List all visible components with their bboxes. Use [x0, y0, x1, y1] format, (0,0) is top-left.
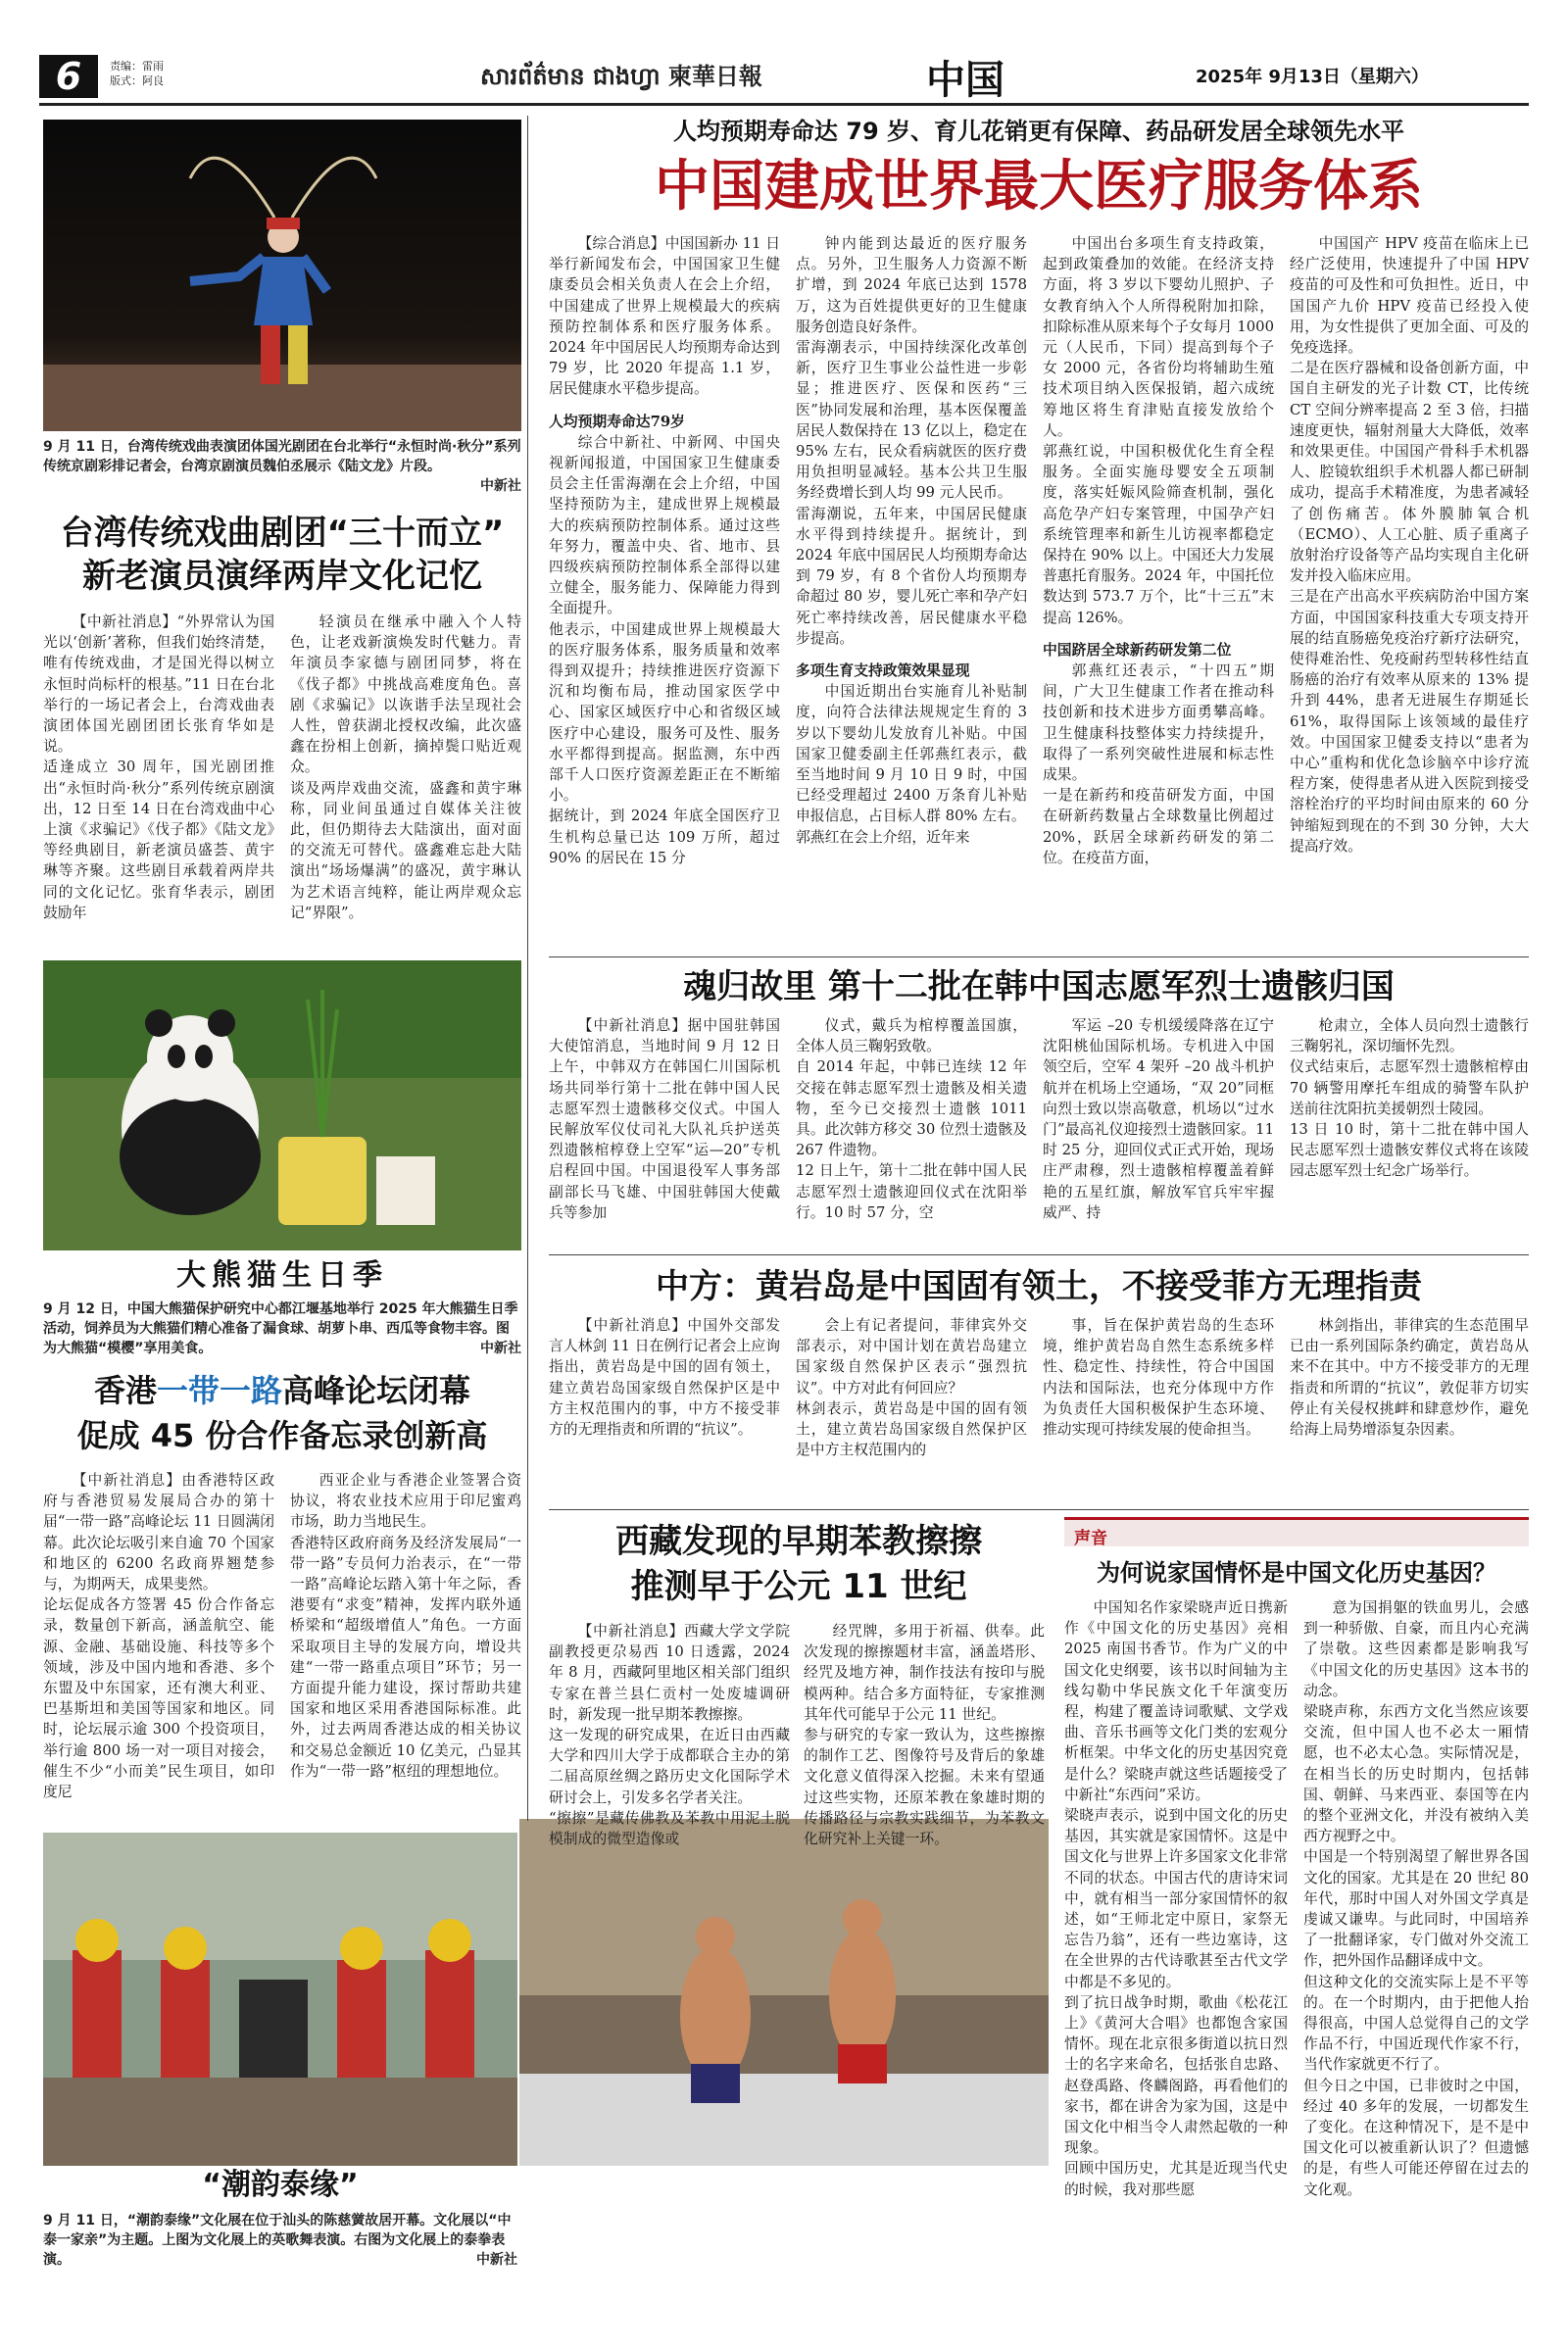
- chaoyun-caption: [43, 2211, 517, 2270]
- huangyan-body-text4: 林剑指出，菲律宾的生态范围早已由一系列国际条约确定，黄岩岛从来不在其中。中方不接受菲方的无理指责和所谓的“抗议”，敦促菲方切实停止有关侵权挑衅和肆意炒作，避免给海上局势增添复杂因素。: [1290, 1317, 1529, 1439]
- panda-title: 大熊猫生日季: [176, 1258, 388, 1293]
- medical-body-col3: [1043, 233, 1274, 951]
- beltroad-headline-line1: [43, 1368, 521, 1413]
- medical-body-col1: [549, 233, 780, 951]
- opinion-label-bar: [1064, 1517, 1529, 1546]
- opera-headline: [43, 512, 521, 598]
- opera-body-col1: [43, 612, 274, 931]
- opera-headline-line1: 台湾传统戏曲剧团“三十而立”: [60, 514, 505, 553]
- opera-credit: 中新社: [480, 478, 521, 494]
- medical-body-text1: 【综合消息】中国国新办 11 日举行新闻发布会，中国国家卫生健康委员会相关负责人在会上介绍，中国建成了世界上规模最大的疾病预防控制体系和医疗服务体系。2024 年中国居民人均预期寿命达到 79 岁，比 2020 年提高 1.1 岁，居民健康水平稳步提高。: [549, 235, 780, 398]
- tibet-headline: [549, 1519, 1049, 1609]
- medical-body-text4: 中国国产 HPV 疫苗在临床上已经广泛使用，快速提升了中国 HPV 疫苗的可及性和可负担性。近日，中国国产九价 HPV 疫苗已经投入使用，为女性提供了更加全面、可及的免疫选择。 二是在医疗器械和设备创新方面，中国自主研发的光子计数 CT，比传统 CT 空间分辨率提高 2 至 3 倍，扫描速度更快，辐射剂量大大降低，效率和效果更佳。中国国产骨科手术机器人、腔镜软组织手术机器人都已研制成功，提高手术精准度，为患者减轻了创伤痛苦。体外膜肺氧合机（ECMO）、人工心脏、质子重离子放射治疗设备等产品均实现自主化研发并投入临床应用。 三是在产出高水平疾病防治中国方案方面，中国国家科技重大专项支持开展的结直肠癌免疫治疗新疗法研究，使得难治性、免疫耐药型转移性结直肠癌的治疗有效率从原来的 13% 提升到 44%，患者无进展生存期延长 61%，取得国际上该领域的最佳疗效。中国国家卫健委支持以“患者为中心”重构和优化急诊脑卒中诊疗流程方案，使得患者从进入医院到接受溶栓治疗的平均时间由原来的 60 分钟缩短到现在的不到 30 分钟，大大提高疗效。: [1290, 235, 1529, 855]
- beltroad-title-pre: 香港: [93, 1372, 157, 1409]
- column-divider: [527, 116, 528, 1821]
- medical-kicker: 人均预期寿命达 79 岁、育儿花销更有保障、药品研发居全球领先水平: [672, 118, 1405, 145]
- huangyan-body-text2: 会上有记者提问，菲律宾外交部表示，对中国计划在黄岩岛建立国家级自然保护区表示“强烈抗议”。中方对此有何回应？ 林剑表示，黄岩岛是中国的固有领土，建立黄岩岛国家级自然保护区是中方主权范围内的: [796, 1317, 1027, 1459]
- opinion-body-col2: [1303, 1597, 1529, 2342]
- opinion-headline: 为何说家国情怀是中国文化历史基因？: [1097, 1559, 1496, 1587]
- panda-caption: [43, 1299, 521, 1358]
- martyrs-body-col2: [796, 1015, 1027, 1247]
- beltroad-headline-line2: 促成 45 份合作备忘录创新高: [76, 1417, 488, 1454]
- opera-headline-line2: 新老演员演绎两岸文化记忆: [82, 557, 482, 596]
- medical-body-col2: [796, 233, 1027, 951]
- editor-credits: [110, 59, 164, 88]
- chaoyun-caption-text: 9 月 11 日，“潮韵泰缘”文化展在位于汕头的陈慈黉故居开幕。文化展以“中泰一家亲”为主题。上图为文化展上的英歌舞表演。右图为文化展上的泰拳表演。: [43, 2213, 512, 2268]
- divider-medical: [549, 956, 1529, 957]
- opera-body-col2: [290, 612, 521, 931]
- beltroad-body-text2: 西亚企业与香港企业签署合资协议，将农业技术应用于印尼蜜鸡市场，助力当地民生。 香港特区政府商务及经济发展局“一带一路”专员何力治表示，在“一带一路”高峰论坛踏入第十年之际，香港要有“求变”精神，发挥内联外通桥梁和“超级增值人”角色。一方面采取项目主导的发展方向，增设共建“一带一路重点项目”环节；另一方面提升能力建设，探讨帮助共建国家和地区采用香港国际标准。此外，过去两周香港达成的相关协议和交易总金额近 10 亿美元，凸显其作为“一带一路”枢纽的理想地位。: [290, 1472, 521, 1780]
- martyrs-body-text1: 【中新社消息】据中国驻韩国大使馆消息，当地时间 9 月 12 日上午，中韩双方在韩国仁川国际机场共同举行第十二批在韩中国人民志愿军烈士遗骸移交仪式。中国人民解放军仪仗司礼大队礼兵护送英烈遗骸棺椁登上空军“运—20”专机启程回中国。中国退役军人事务部副部长马飞雄、中国驻韩国大使戴兵等参加: [549, 1017, 780, 1221]
- opinion-label: 声音: [1074, 1529, 1107, 1548]
- opera-photo: [43, 120, 521, 431]
- martyrs-body-col4: [1290, 1015, 1529, 1247]
- section-title: 中国: [926, 58, 1004, 103]
- tibet-body-col1: [549, 1621, 790, 1848]
- chaoyun-credit: 中新社: [476, 2252, 517, 2268]
- opera-caption-text: 9 月 11 日，台湾传统戏曲表演团体国光剧团在台北举行“永恒时尚·秋分”系列传统京剧彩排记者会，台湾京剧演员魏伯丞展示《陆文龙》片段。: [43, 439, 521, 474]
- huangyan-headline: 中方：黄岩岛是中国固有领土，不接受菲方无理指责: [656, 1267, 1422, 1306]
- medical-headline: 中国建成世界最大医疗服务体系: [655, 155, 1423, 219]
- martyrs-body-text3: 军运 –20 专机缓缓降落在辽宁沈阳桃仙国际机场。专机进入中国领空后，空军 4 架歼 –20 战斗机护航并在机场上空通场，“双 20”同框向烈士致以崇高敬意，机场以“过水门”最高礼仪迎接烈士遗骸回家。11 时 25 分，迎回仪式正式开始，现场庄严肃穆，烈士遗骸棺椁覆盖着鲜艳的五星红旗，解放军官兵牢牢握威严、持: [1043, 1017, 1274, 1221]
- beltroad-body-text1: 【中新社消息】由香港特区政府与香港贸易发展局合办的第十届“一带一路”高峰论坛 11 日圆满闭幕。此次论坛吸引来自逾 70 个国家和地区的 6200 名政商界翘楚参与，为期两天，成果斐然。 论坛促成各方签署 45 份合作备忘录，数量创下新高，涵盖航空、能源、金融、基础设施、科技等多个领域，涉及中国内地和香港、多个东盟及中东国家，还有澳大利亚、巴基斯坦和美国等国家和地区。同时，论坛展示逾 300 个投资项目，举行逾 800 场一对一项目对接会，催生不少“小而美”民生项目，如印度尼: [43, 1472, 274, 1801]
- martyrs-body-text4: 枪肃立，全体人员向烈士遗骸行三鞠躬礼，深切缅怀先烈。 仪式结束后，志愿军烈士遗骸棺椁由 70 辆警用摩托车组成的骑警车队护送前往沈阳抗美援朝烈士陵园。 13 日 10 时，第十二批在韩中国人民志愿军烈士遗骸安葬仪式将在该陵园志愿军烈士纪念广场举行。: [1290, 1017, 1529, 1180]
- medical-subhead-drugs: 中国跻居全球新药研发第二位: [1043, 641, 1232, 659]
- tibet-body-col2: [804, 1621, 1045, 1848]
- divider-martyrs: [549, 1254, 1529, 1255]
- huangyan-body-col2: [796, 1315, 1027, 1503]
- beltroad-title-post: 高峰论坛闭幕: [282, 1372, 471, 1409]
- page-number: 6: [39, 55, 98, 98]
- medical-body-text3: 中国出台多项生育支持政策，起到政策叠加的效能。在经济支持方面，将 3 岁以下婴幼儿照护、子女教育纳入个人所得税附加扣除，扣除标准从原来每个子女每月 1000 元（人民币，下同）提高到每个子女 2000 元，各省份均将辅助生殖技术项目纳入医保报销，超六成统筹地区将生育津贴直接发放给个人。 郭燕红说，中国积极优化生育全程服务。全面实施母婴安全五项制度，落实妊娠风险筛查机制，强化高危孕产妇专案管理，中国孕产妇系统管理率和新生儿访视率都稳定保持在 90% 以上。中国还大力发展普惠托育服务。2024 年，中国托位数达到 573.7 万个，比“十三五”末提高 126%。: [1043, 235, 1274, 626]
- panda-credit: 中新社: [480, 1341, 521, 1356]
- divider-huangyan: [549, 1509, 1529, 1510]
- panda-photo: [43, 960, 521, 1250]
- muay-thai-photo: [519, 1819, 1049, 2166]
- chaoyun-title: “潮韵泰缘”: [202, 2168, 359, 2202]
- issue-date: 2025年 9月13日（星期六）: [1196, 67, 1429, 87]
- huangyan-body-text1: 【中新社消息】中国外交部发言人林剑 11 日在例行记者会上应询指出，黄岩岛是中国的固有领土，建立黄岩岛国家级自然保护区是中方主权范围内的事，中方不接受菲方的无理指责和所谓的“抗议”。: [549, 1317, 780, 1439]
- martyrs-body-col3: [1043, 1015, 1274, 1247]
- medical-body-text3b: 郭燕红还表示，“十四五”期间，广大卫生健康工作者在推动科技创新和技术进步方面勇攀高峰。卫生健康科技整体实力持续提升，取得了一系列突破性进展和标志性成果。 一是在新药和疫苗研发方面，中国在研新药数量占全球数量比例超过 20%，跃居全球新药研发的第二位。在疫苗方面，: [1043, 662, 1274, 866]
- medical-body-text2: 钟内能到达最近的医疗服务点。另外，卫生服务人力资源不断扩增，到 2024 年底已达到 1578 万，这为百姓提供更好的卫生健康服务创造良好条件。 雷海潮表示，中国持续深化改革创新，医疗卫生事业公益性进一步彰显；推进医疗、医保和医药“三医”协同发展和治理，基本医保覆盖居民人数保持在 13 亿以上，稳定在 95% 左右，民众看病就医的医疗费用负担明显减轻。基本公共卫生服务经费增长到人均 99 元人民币。 雷海潮说，五年来，中国居民健康水平得到持续提升。据统计，到 2024 年底中国居民人均预期寿命达到 79 岁，有 8 个省份人均预期寿命超过 80 岁，婴儿死亡率和孕产妇死亡率持续改善，居民健康水平稳步提高。: [796, 235, 1027, 647]
- medical-body-col4: [1290, 233, 1529, 951]
- medical-body-text2b: 中国近期出台实施育儿补贴制度，向符合法律法规规定生育的 3 岁以下婴幼儿发放育儿补贴。中国国家卫健委副主任郭燕红表示，截至当地时间 9 月 10 日 9 时，中国已经受理超过 2400 万条育儿补贴申报信息，占目标人群 80% 左右。 郭燕红在会上介绍，近年来: [796, 683, 1027, 846]
- opinion-body-text1: 中国知名作家梁晓声近日携新作《中国文化的历史基因》亮相 2025 南国书香节。作为广义的中国文化史纲要，该书以时间轴为主线勾勒中华民族文化千年演变历程，构建了覆盖诗词歌赋、文学戏曲、音乐书画等文化门类的宏观分析框架。中华文化的历史基因究竟是什么？梁晓声就这些话题接受了中新社“东西问”采访。 梁晓声表示，说到中国文化的历史基因，其实就是家国情怀。这是中国文化与世界上许多国家文化非常不同的状态。中国古代的唐诗宋词中，就有相当一部分家国情怀的叙述，如“王师北定中原日，家祭无忘告乃翁”，还有一些边塞诗，这在全世界的古代诗歌甚至古代文学中都是不多见的。 到了抗日战争时期，歌曲《松花江上》《黄河大合唱》也都饱含家国情怀。现在北京很多街道以抗日烈士的名字来命名，包括张自忠路、赵登禹路、佟麟阁路，再看他们的家书，都在讲舍为家为国，这是中国文化中相当令人肃然起敬的一种现象。 回顾中国历史，尤其是近现当代史的时候，我对那些愿: [1064, 1599, 1288, 2198]
- beltroad-headline: [43, 1368, 521, 1458]
- opinion-body-text2: 意为国捐躯的铁血男儿，会感到一种骄傲、自豪，而且内心充满了崇敬。这些因素都是影响我写《中国文化的历史基因》这本书的动念。 梁晓声称，东西方文化当然应该要交流，但中国人也不必太一厢情愿，也不必太心急。实际情况是，在相当长的历史时期内，包括韩国、朝鲜、马来西亚、泰国等在内的整个亚洲文化，并没有被纳入美西方视野之中。 中国是一个特别渴望了解世界各国文化的国家。尤其是在 20 世纪 80 年代，那时中国人对外国文学真是虔诚又谦卑。与此同时，中国培养了一批翻译家，专门做对外交流工作，把外国作品翻译成中文。 但这种文化的交流实际上是不平等的。在一个时期内，由于把他人抬得很高，中国人总觉得自己的文学作品不行，中国近现代作家不行，当代作家就更不行了。 但今日之中国，已非彼时之中国，经过 40 多年的发展，一切都发生了变化。在这种情况下，是不是中国文化可以被重新认识了？但遗憾的是，有些人可能还停留在过去的文化观。: [1303, 1599, 1529, 2198]
- masthead: សារព័ត៌មាន ជាងហ្វា 柬華日報: [480, 62, 762, 90]
- martyrs-headline: 魂归故里 第十二批在韩中国志愿军烈士遗骸归国: [683, 967, 1395, 1006]
- huangyan-body-text3: 事，旨在保护黄岩岛的生态环境，维护黄岩岛自然生态系统多样性、稳定性、持续性，符合中国国内法和国际法，也充分体现中方作为负责任大国积极保护生态环境、推动实现可持续发展的使命担当。: [1043, 1317, 1274, 1439]
- tibet-headline-line1: 西藏发现的早期苯教擦擦: [615, 1522, 982, 1561]
- medical-subhead-fertility: 多项生育支持政策效果显现: [796, 662, 970, 680]
- beltroad-title-highlight: 一带一路: [156, 1372, 282, 1409]
- opera-caption: [43, 437, 521, 496]
- beltroad-body-col1: [43, 1470, 274, 1825]
- huangyan-body-col3: [1043, 1315, 1274, 1503]
- yingge-dance-photo: [43, 1833, 517, 2166]
- opera-body-text2: 轻演员在继承中融入个人特色，让老戏新演焕发时代魅力。青年演员李家德与剧团同梦，将在《伐子都》中挑战高难度角色。喜剧《求骗记》以诙谐手法呈现社会人性，曾获湖北授权改编，此次盛鑫在扮相上创新，摘掉鬓口贴近观众。 谈及两岸戏曲交流，盛鑫和黄宇琳称，同业间虽通过自媒体关注彼此，但仍期待去大陆演出，面对面的交流无可替代。盛鑫难忘赴大陆演出“场场爆满”的盛况，黄宇琳认为艺术语言纯粹，能让两岸观众忘记“界限”。: [290, 613, 521, 921]
- huangyan-body-col1: [549, 1315, 780, 1503]
- medical-body-text1b: 综合中新社、中新网、中国央视新闻报道，中国国家卫生健康委员会主任雷海潮在会上介绍，中国坚持预防为主，建成世界上规模最大的疾病预防控制体系。通过这些年努力，覆盖中央、省、地市、县四级疾病预防控制体系全部得以建立健全，服务能力、保障能力得到全面提升。 他表示，中国建成世界上规模最大的医疗服务体系，服务质量和效率得到双提升；持续推进医疗资源下沉和均衡布局，推动国家医学中心、国家区域医疗中心和省级区域医疗中心建设，服务可及性、服务水平都得到提高。据监测，东中西部千人口医疗资源差距正在不断缩小。 据统计，到 2024 年底全国医疗卫生机构总量已达 109 万所，超过 90% 的居民在 15 分: [549, 433, 780, 866]
- medical-subhead-life: 人均预期寿命达79岁: [549, 413, 685, 430]
- huangyan-body-col4: [1290, 1315, 1529, 1503]
- martyrs-body-text2: 仪式，戴兵为棺椁覆盖国旗，全体人员三鞠躬致敬。 自 2014 年起，中韩已连续 12 年交接在韩志愿军烈士遗骸及相关遗物，至今已交接烈士遗骸 1011 具。此次韩方移交 30 位烈士遗骸及 267 件遗物。 12 日上午，第十二批在韩中国人民志愿军烈士遗骸迎回仪式在沈阳举行。10 时 57 分，空: [796, 1017, 1027, 1221]
- page-header: [39, 49, 1529, 106]
- opinion-body-col1: [1064, 1597, 1288, 2342]
- tibet-body-text1: 【中新社消息】西藏大学文学院副教授更尕易西 10 日透露，2024 年 8 月，西藏阿里地区相关部门组织专家在普兰县仁贡村一处废墟调研时，新发现一批早期苯教擦擦。 这一发现的研究成果，在近日由西藏大学和四川大学于成都联合主办的第二届高原丝绸之路历史文化国际学术研讨会上，引发多名学者关注。 “擦擦”是藏传佛教及苯教中用泥土脱模制成的微型造像或: [549, 1623, 790, 1848]
- tibet-headline-line2: 推测早于公元 11 世纪: [630, 1567, 967, 1606]
- martyrs-body-col1: [549, 1015, 780, 1247]
- editor-name: 责编：雷雨: [110, 60, 164, 73]
- layout-name: 版式：阿良: [110, 74, 164, 87]
- opera-body-text1: 【中新社消息】“外界常认为国光以‘创新’著称，但我们始终清楚，唯有传统戏曲，才是国光得以树立永恒时尚标杆的根基。”11 日在台北举行的一场记者会上，台湾戏曲表演团体国光剧团团长张育华如是说。 适逢成立 30 周年，国光剧团推出“永恒时尚·秋分”系列传统京剧演出，12 日至 14 日在台湾戏曲中心上演《求骗记》《伐子都》《陆文龙》等经典剧目，新老演员盛荟、黄宇琳等齐聚。这些剧目承载着两岸共同的文化记忆。张育华表示，剧团鼓励年: [43, 613, 274, 921]
- tibet-body-text2: 经咒牌，多用于祈福、供奉。此次发现的擦擦题材丰富，涵盖塔形、经咒及地方神，制作技法有按印与脱模两种。结合多方面特征，专家推测其年代可能早于公元 11 世纪。 参与研究的专家一致认为，这些擦擦的制作工艺、图像符号及背后的象雄文化意义值得深入挖掘。未来有望通过这些实物，还原苯教在象雄时期的传播路径与宗教实践细节，为苯教文化研究补上关键一环。: [804, 1623, 1045, 1848]
- beltroad-body-col2: [290, 1470, 521, 1825]
- panda-caption-text: 9 月 12 日，中国大熊猫保护研究中心都江堰基地举行 2025 年大熊猫生日季活动，饲养员为大熊猫们精心准备了漏食球、胡萝卜串、西瓜等食物丰容。图为大熊猫“模樱”享用美食。: [43, 1301, 518, 1356]
